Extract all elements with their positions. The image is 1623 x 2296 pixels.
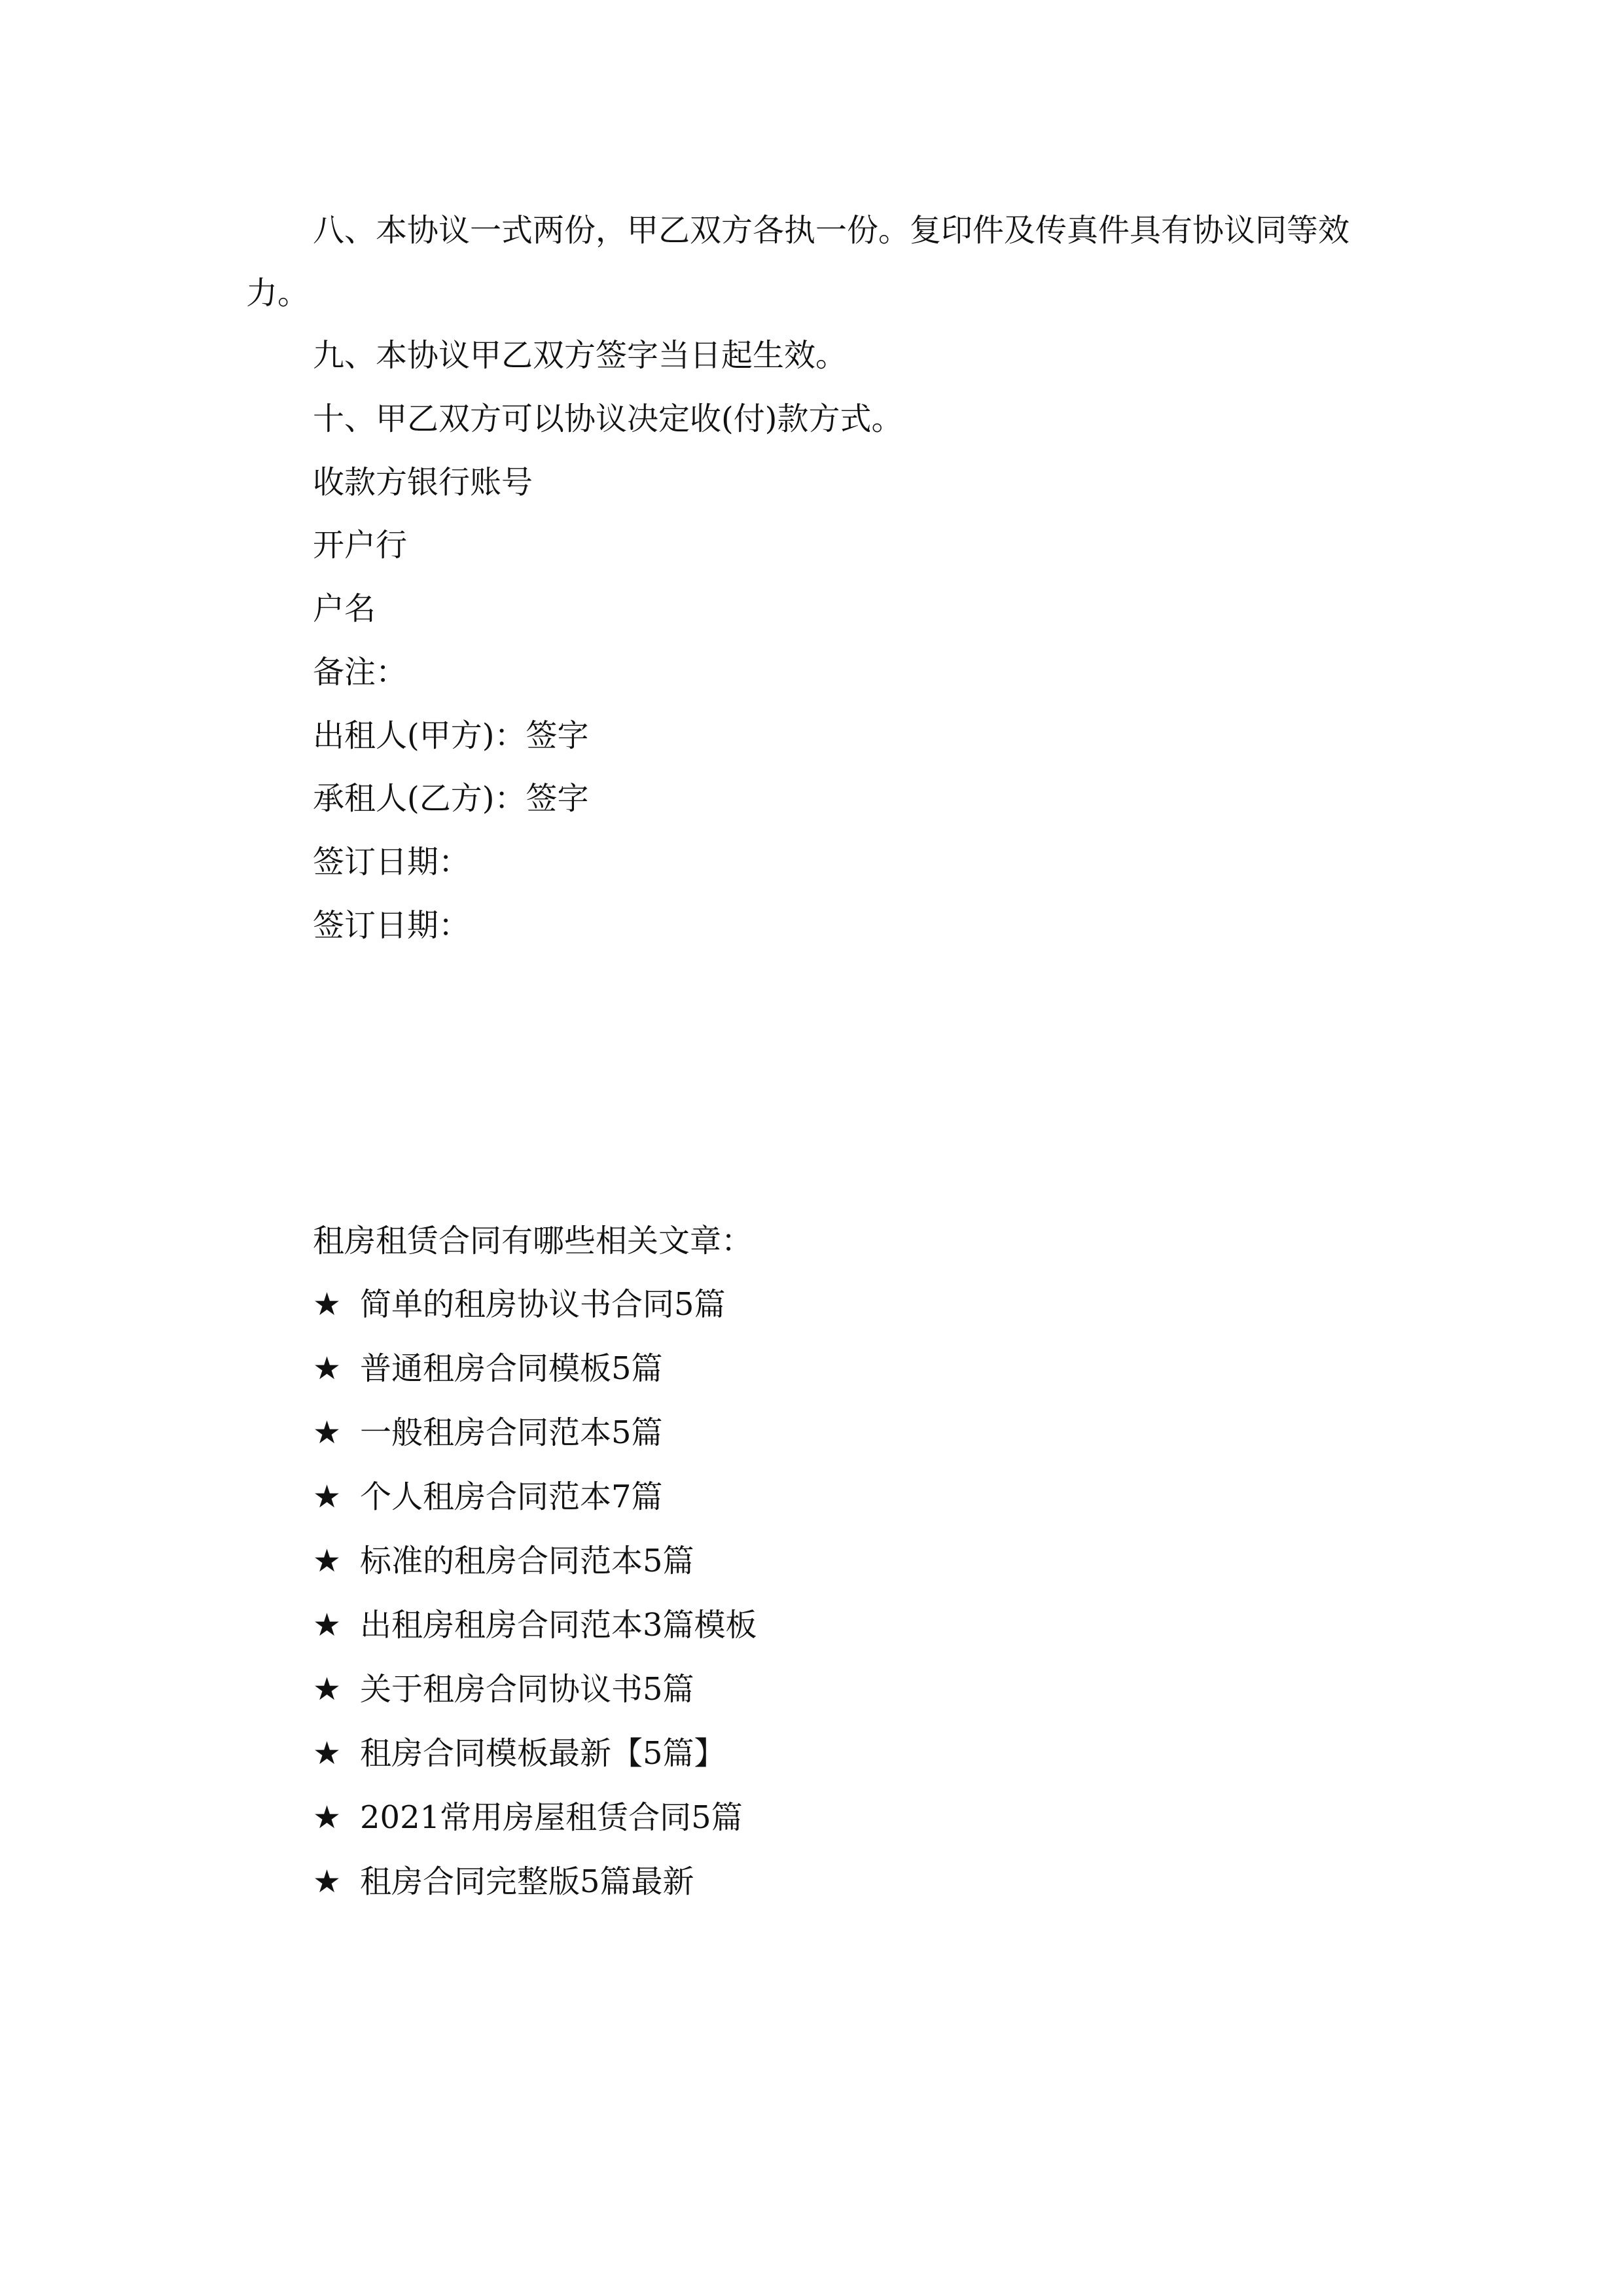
related-article-link[interactable]: 标准的租房合同范本5篇: [360, 1543, 694, 1579]
field-bank: 开户行: [313, 527, 408, 564]
list-item[interactable]: [313, 1413, 757, 1477]
related-article-link[interactable]: 简单的租房协议书合同5篇: [360, 1286, 726, 1323]
field-bank-account: 收款方银行账号: [313, 464, 533, 501]
clause-nine: 九、本协议甲乙双方签字当日起生效。: [313, 337, 847, 374]
list-item[interactable]: [313, 1734, 757, 1798]
field-sign-date-2: 签订日期：: [313, 907, 471, 944]
related-articles-list: [313, 1285, 757, 1926]
star-icon: ★: [313, 1863, 342, 1900]
related-article-link[interactable]: 个人租房合同范本7篇: [360, 1479, 663, 1515]
related-articles-heading: 租房租赁合同有哪些相关文章：: [313, 1223, 753, 1259]
field-lessor-sign: 出租人(甲方)：签字: [313, 717, 589, 754]
list-item[interactable]: [313, 1541, 757, 1605]
related-article-link[interactable]: 普通租房合同模板5篇: [360, 1350, 663, 1387]
star-icon: ★: [313, 1286, 342, 1323]
field-account-name: 户名: [313, 590, 376, 627]
list-item[interactable]: [313, 1605, 757, 1670]
field-remarks: 备注：: [313, 654, 408, 691]
list-item[interactable]: [313, 1349, 757, 1413]
related-article-link[interactable]: 关于租房合同协议书5篇: [360, 1671, 694, 1708]
star-icon: ★: [313, 1350, 342, 1387]
clause-eight-line-1: 八、本协议一式两份，甲乙双方各执一份。复印件及传真件具有协议同等效: [313, 212, 1350, 249]
star-icon: ★: [313, 1414, 342, 1451]
related-article-link[interactable]: 一般租房合同范本5篇: [360, 1414, 663, 1451]
clause-ten: 十、甲乙双方可以协议决定收(付)款方式。: [313, 401, 903, 437]
star-icon: ★: [313, 1799, 342, 1836]
star-icon: ★: [313, 1543, 342, 1579]
related-article-link[interactable]: 出租房租房合同范本3篇模板: [360, 1607, 757, 1643]
list-item[interactable]: [313, 1477, 757, 1541]
list-item[interactable]: [313, 1798, 757, 1862]
star-icon: ★: [313, 1479, 342, 1515]
related-article-link[interactable]: 租房合同完整版5篇最新: [360, 1863, 694, 1900]
clause-eight-line-2: 力。: [246, 275, 310, 312]
star-icon: ★: [313, 1607, 342, 1643]
related-article-link[interactable]: 租房合同模板最新【5篇】: [360, 1735, 726, 1772]
star-icon: ★: [313, 1735, 342, 1772]
list-item[interactable]: [313, 1670, 757, 1734]
list-item[interactable]: [313, 1862, 757, 1926]
list-item[interactable]: [313, 1285, 757, 1349]
star-icon: ★: [313, 1671, 342, 1708]
field-sign-date-1: 签订日期：: [313, 844, 471, 880]
related-article-link[interactable]: 2021常用房屋租赁合同5篇: [360, 1799, 743, 1836]
field-lessee-sign: 承租人(乙方)：签字: [313, 780, 589, 817]
